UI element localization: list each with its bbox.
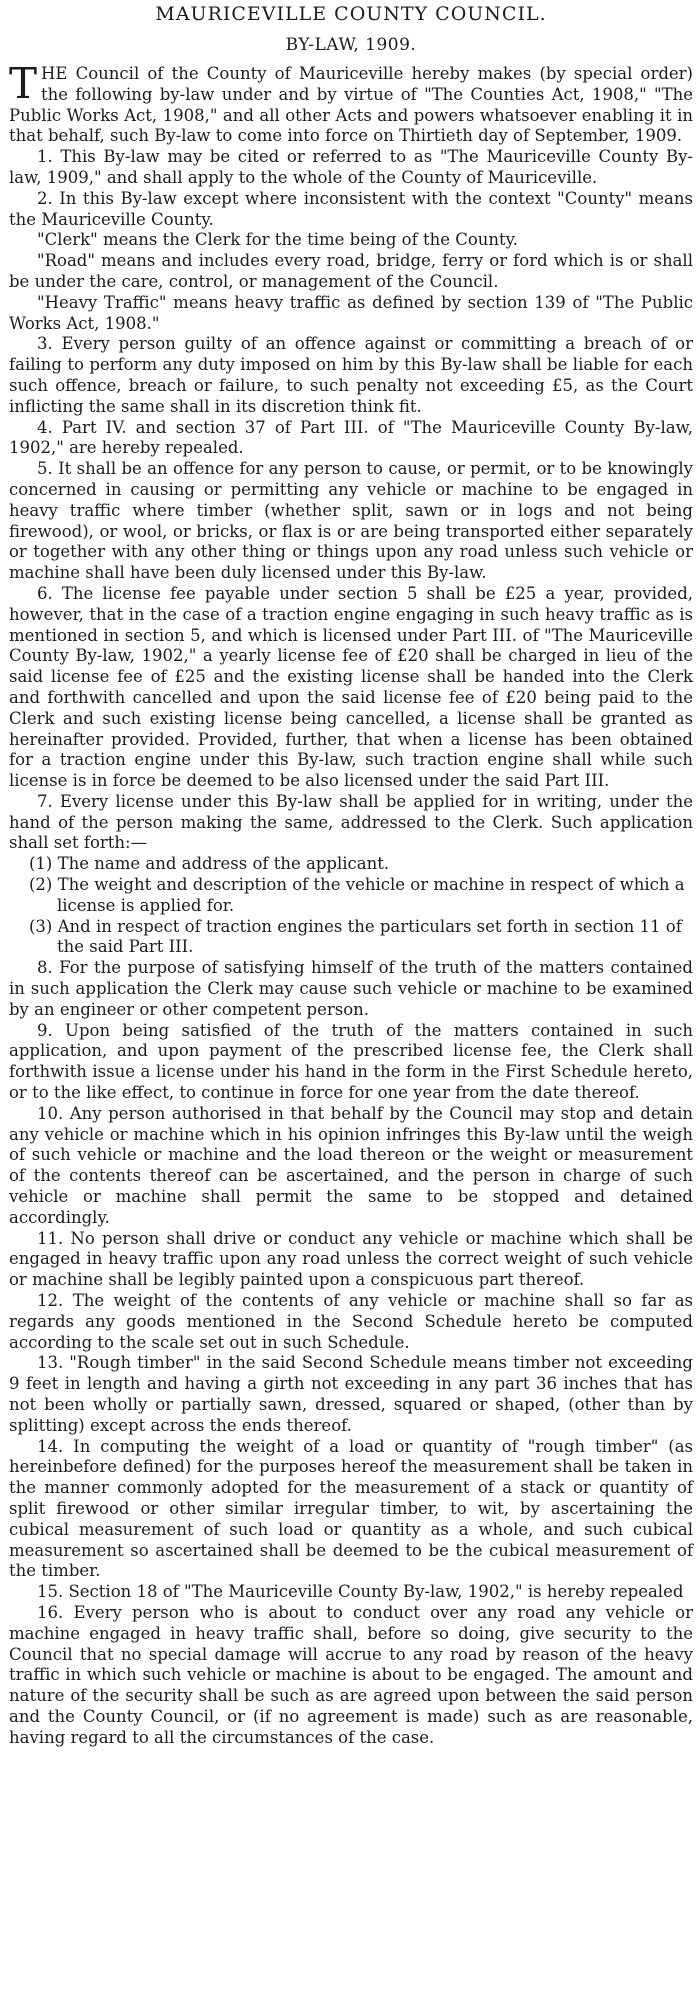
council-title: MAURICEVILLE COUNTY COUNCIL.	[155, 3, 547, 25]
clause-5: 5. It shall be an offence for any person to cause, or permit, or to be knowingly concerned in causing or permitting any vehicle or machine to be engaged in heavy traffic where timber (whether split, sawn or in logs and not being firewood), or wool, or bricks, or flax is or are being transported either separately or together with any other thing or things upon any road unless such vehicle or machine shall have been duly licensed under this By-law.	[9, 459, 693, 583]
clause-16: 16. Every person who is about to conduct over any road any vehicle or machine engaged in heavy traffic shall, before so doing, give security to the Council that no special damage will accrue to any road by reason of the heavy traffic in which such vehicle or machine is about to be engaged. The amount and nature of the security shall be such as are agreed upon between the said person and the County Council, or (if no agreement is made) such as are reasonable, having regard to all the circumstances of the case.	[9, 1602, 693, 1747]
clause-1: 1. This By-law may be cited or referred to as "The Mauriceville County By-law, 1909," and shall apply to the whole of the County of Mauriceville.	[9, 147, 693, 187]
clause-7: 7. Every license under this By-law shall be applied for in writing, under the hand of the person making the same, addressed to the Clerk. Such application shall set forth:—	[9, 791, 693, 853]
clause-10: 10. Any person authorised in that behalf by the Council may stop and detain any vehicle or machine which in his opinion infringes this By-law until the weigh of such vehicle or machine and the load thereon or the weight or measurement of the contents thereof can be ascertained, and the person in charge of such vehicle or machine shall permit the same to be stopped and detained accordingly.	[9, 1103, 693, 1227]
clause-12: 12. The weight of the contents of any vehicle or machine shall so far as regards any goods mentioned in the Second Schedule hereto be computed according to the scale set out in such Schedule.	[9, 1291, 693, 1352]
definition-clerk: "Clerk" means the Clerk for the time being of the County.	[37, 230, 519, 250]
list-item-3: (3) And in respect of traction engines the particulars set forth in section 11 of the said Part III.	[29, 916, 682, 957]
clause-9: 9. Upon being satisfied of the truth of the matters contained in such application, and upon payment of the prescribed license fee, the Clerk shall forthwith issue a license under his hand in the form in the First Schedule hereto, or to the like effect, to continue in force for one year from the date thereof.	[9, 1020, 693, 1103]
clause-11: 11. No person shall drive or conduct any vehicle or machine which shall be engaged in heavy traffic upon any road unless the correct weight of such vehicle or machine shall be legibly painted upon a conspicuous part thereof.	[9, 1228, 693, 1290]
clause-6: 6. The license fee payable under section 5 shall be £25 a year, provided, however, that in the case of a traction engine engaging in such heavy traffic as is mentioned in section 5, and which is licensed under Part III. of "The Mauriceville County By-law, 1902," a yearly license fee of £20 shall be charged in lieu of the said license fee of £25 and the existing license shall be handed into the Clerk and forthwith cancelled and upon the said license fee of £20 being paid to the Clerk and such existing license being cancelled, a license shall be granted as hereinafter provided. Provided, further, that when a license has been obtained for a traction engine under this By-law, such traction engine shall while such license is in force be deemed to be also licensed under the said Part III.	[9, 583, 693, 791]
clause-15: 15. Section 18 of "The Mauriceville County By-law, 1902," is hereby repealed	[37, 1582, 684, 1602]
preamble-text: HE Council of the County of Mauriceville hereby makes (by special order) the following by-law under and by virtue of "The Counties Act, 1908," "The Public Works Act, 1908," and all other Acts and powers whatsoever enabling it in that behalf, such By-law to come into force on Thirtieth day of September, 1909.	[9, 64, 693, 146]
clause-4: 4. Part IV. and section 37 of Part III. of "The Mauriceville County By-law, 1902," are hereby repealed.	[9, 417, 693, 458]
clause-2: 2. In this By-law except where inconsistent with the context "County" means the Mauriceville County.	[9, 188, 693, 229]
preamble-paragraph	[9, 59, 693, 147]
list-item-2: (2) The weight and description of the vehicle or machine in respect of which a license is applied for.	[29, 875, 685, 915]
definition-road: "Road" means and includes every road, bridge, ferry or ford which is or shall be under the care, control, or management of the Council.	[9, 251, 693, 291]
clause-3: 3. Every person guilty of an offence against or committing a breach of or failing to perform any duty imposed on him by this By-law shall be liable for each such offence, breach or failure, to such penalty not exceeding £5, as the Court inflicting the same shall in its discretion think fit.	[9, 334, 693, 416]
clause-8: 8. For the purpose of satisfying himself of the truth of the matters contained in such application the Clerk may cause such vehicle or machine to be examined by an engineer or other competent person.	[9, 958, 693, 1019]
clause-14: 14. In computing the weight of a load or quantity of "rough timber" (as hereinbefore defined) for the purposes hereof the measurement shall be taken in the manner commonly adopted for the measurement of a stack or quantity of split firewood or other similar irregular timber, to wit, by ascertaining the cubical measurement of such load or quantity as a whole, and such cubical measurement so ascertained shall be deemed to be the cubical measurement of the timber.	[9, 1436, 693, 1581]
bylaw-title: BY-LAW, 1909.	[285, 35, 417, 55]
clause-13: 13. "Rough timber" in the said Second Schedule means timber not exceeding 9 feet in length and having a girth not exceeding in any part 36 inches that has not been wholly or partially sawn, dressed, squared or shaped, (other than by splitting) except across the ends thereof.	[9, 1353, 693, 1435]
definition-heavy-traffic: "Heavy Traffic" means heavy traffic as defined by section 139 of "The Public Works Act, 1908."	[9, 292, 693, 333]
drop-cap: T	[9, 59, 38, 108]
list-item-1: (1) The name and address of the applicant.	[29, 854, 390, 874]
